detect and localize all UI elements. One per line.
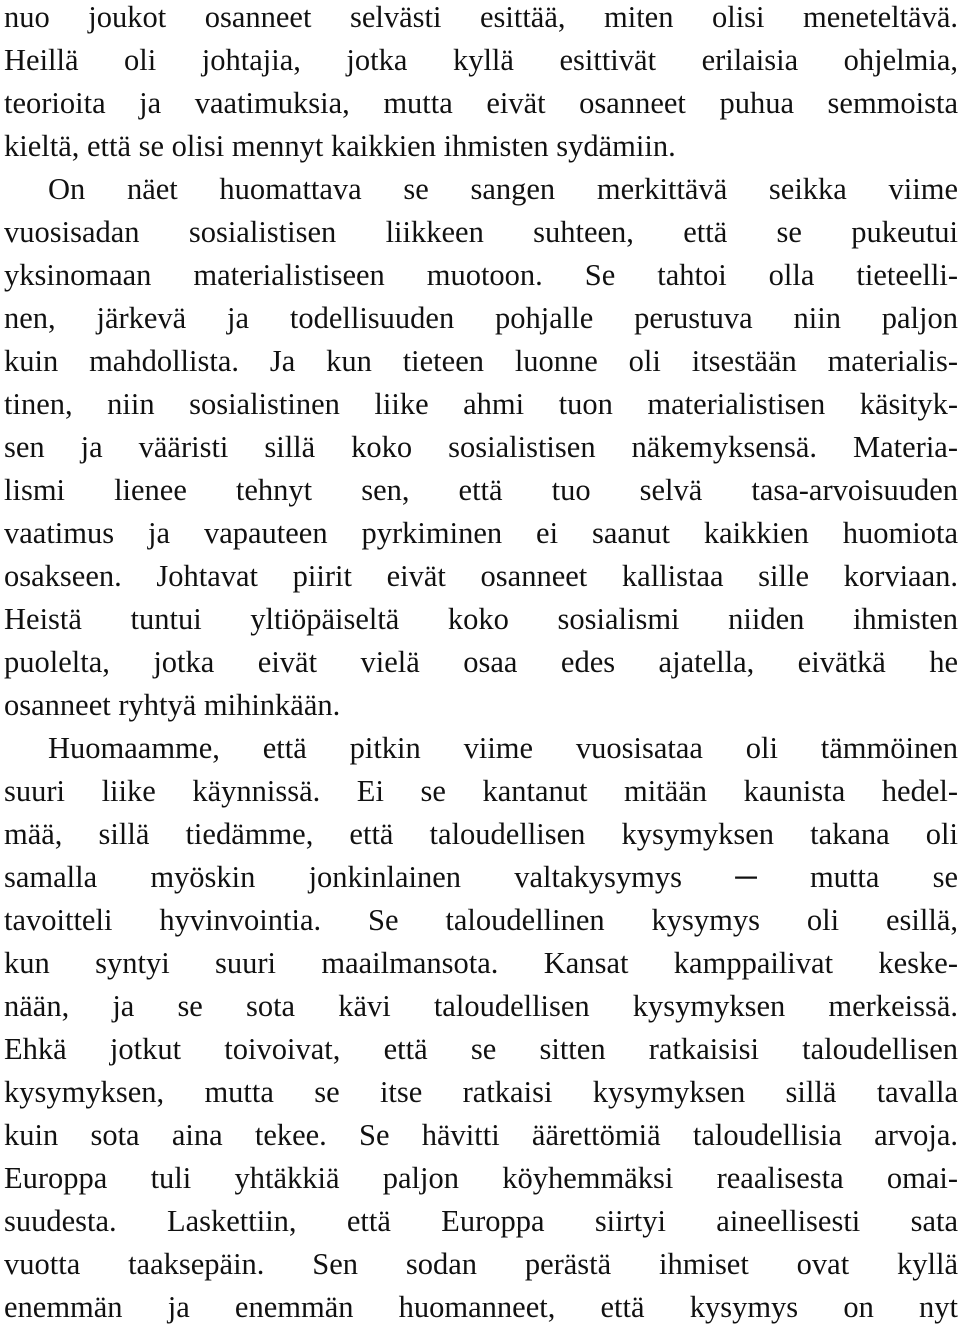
- text-line: vaatimus ja vapauteen pyrkiminen ei saanut kaikkien huomiota: [4, 516, 958, 550]
- text-line: osakseen. Johtavat piirit eivät osanneet kallistaa sille korviaan.: [4, 559, 958, 593]
- text-line: sen ja vääristi sillä koko sosialistisen näkemyksensä. Materia-: [4, 430, 958, 464]
- paragraph-start-line: On näet huomattava se sangen merkittävä seikka viime: [48, 172, 958, 206]
- text-line: Heillä oli johtajia, jotka kyllä esittivät erilaisia ohjelmia,: [4, 43, 958, 77]
- text-line: kysymyksen, mutta se itse ratkaisi kysymyksen sillä tavalla: [4, 1075, 958, 1109]
- text-line: samalla myöskin jonkinlainen valtakysymys ─ mutta se: [4, 860, 958, 894]
- text-line: Europpa tuli yhtäkkiä paljon köyhemmäksi reaalisesta omai-: [4, 1161, 958, 1195]
- text-line: kieltä, että se olisi mennyt kaikkien ihmisten sydämiin.: [4, 129, 676, 163]
- text-line: Ehkä jotkut toivoivat, että se sitten ratkaisisi taloudellisen: [4, 1032, 958, 1066]
- text-line: nään, ja se sota kävi taloudellisen kysymyksen merkeissä.: [4, 989, 958, 1023]
- text-line: mää, sillä tiedämme, että taloudellisen kysymyksen takana oli: [4, 817, 958, 851]
- text-line: enemmän ja enemmän huomanneet, että kysymys on nyt: [4, 1290, 958, 1324]
- text-line: nuo joukot osanneet selvästi esittää, miten olisi meneteltävä.: [4, 0, 958, 34]
- text-line: Heistä tuntui yltiöpäiseltä koko sosialismi niiden ihmisten: [4, 602, 958, 636]
- text-line: suudesta. Laskettiin, että Europpa siirtyi aineellisesti sata: [4, 1204, 958, 1238]
- text-line: teorioita ja vaatimuksia, mutta eivät osanneet puhua semmoista: [4, 86, 958, 120]
- text-line: kuin mahdollista. Ja kun tieteen luonne oli itsestään materialis-: [4, 344, 958, 378]
- text-line: tavoitteli hyvinvointia. Se taloudellinen kysymys oli esillä,: [4, 903, 958, 937]
- text-line: osanneet ryhtyä mihinkään.: [4, 688, 341, 722]
- text-line: vuosisadan sosialistisen liikkeen suhteen, että se pukeutui: [4, 215, 958, 249]
- text-line: yksinomaan materialistiseen muotoon. Se tahtoi olla tieteelli-: [4, 258, 958, 292]
- text-line: puolelta, jotka eivät vielä osaa edes ajatella, eivätkä he: [4, 645, 958, 679]
- text-line: kun syntyi suuri maailmansota. Kansat kamppailivat keske-: [4, 946, 958, 980]
- text-line: kuin sota aina tekee. Se hävitti äärettömiä taloudellisia arvoja.: [4, 1118, 958, 1152]
- text-line: lismi lienee tehnyt sen, että tuo selvä tasa-arvoisuuden: [4, 473, 958, 507]
- text-line: suuri liike käynnissä. Ei se kantanut mitään kaunista hedel-: [4, 774, 958, 808]
- paragraph-start-line: Huomaamme, että pitkin viime vuosisataa oli tämmöinen: [48, 731, 958, 765]
- text-line: nen, järkevä ja todellisuuden pohjalle perustuva niin paljon: [4, 301, 958, 335]
- text-line: tinen, niin sosialistinen liike ahmi tuon materialistisen käsityk-: [4, 387, 958, 421]
- text-line: vuotta taaksepäin. Sen sodan perästä ihmiset ovat kyllä: [4, 1247, 958, 1281]
